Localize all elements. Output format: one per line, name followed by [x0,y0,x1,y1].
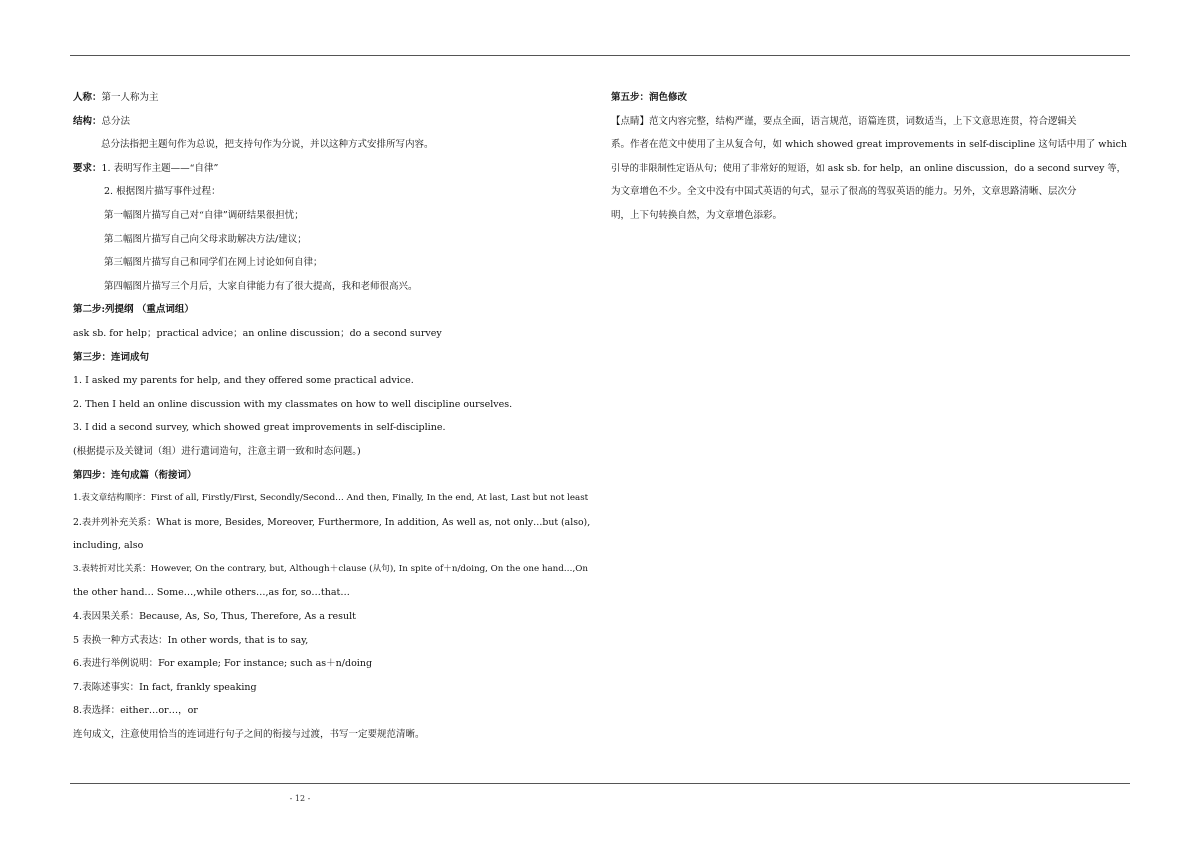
page-number: - 12 - [289,794,311,803]
connector-1: 1.表文章结构顺序：First of all, Firstly/First, Secondly/Second… And then, Finally, In the end, At last, Last but not least [73,493,589,504]
structure-desc: 总分法指把主题句作为总说，把支持句作为分说，并以这种方式安排所写内容。 [101,139,434,151]
step3-sentence-1: 1. I asked my parents for help, and they offered some practical advice. [73,375,414,387]
step2-heading: 第二步:列提纲 （重点词组） [73,304,194,316]
comment-line-5: 明，上下句转换自然，为文章增色添彩。 [611,209,783,221]
connector-3: 3.表转折对比关系：However, On the contrary, but, Although＋clause (从句), In spite of＋n/doing, On the one hand…,On [73,563,588,574]
connector-8: 8.表选择：either…or…，or [73,705,198,717]
connector-5: 5 表换一种方式表达：In other words, that is to say, [73,634,309,646]
step3-sentence-3: 3. I did a second survey, which showed great improvements in self-discipline. [73,422,446,434]
step4-note: 连句成文，注意使用恰当的连词进行句子之间的衔接与过渡，书写一定要规范清晰。 [73,729,425,741]
connector-2: 2.表并列补充关系：What is more, Besides, Moreover, Furthermore, In addition, As well as, not only…but (also), [73,516,591,528]
comment-line-2: 系。作者在范文中使用了主从复合句，如 which showed great improvements in self-discipline 这句话中用了 which [611,139,1128,151]
step5-heading: 第五步：润色修改 [611,92,688,103]
comment-line-4: 为文章增色不少。全文中没有中国式英语的句式，显示了很高的驾驭英语的能力。另外，文章思路清晰、层次分 [611,186,1077,198]
picture-4-desc: 第四幅图片描写三个月后，大家自律能力有了很大提高，我和老师很高兴。 [104,280,418,292]
person-line: 人称：第一人称为主 [73,92,159,103]
step4-heading: 第四步：连句成篇（衔接词） [73,469,197,481]
picture-2-desc: 第二幅图片描写自己向父母求助解决方法/建议； [104,233,307,245]
footer-rule [70,783,1130,784]
comment-line-3: 引导的非限制性定语从句；使用了非常好的短语，如 ask sb. for help，an online discussion，do a second survey 等， [611,162,1126,174]
connector-7: 7.表陈述事实：In fact, frankly speaking [73,681,257,693]
comment-line-1: 【点睛】范文内容完整，结构严谨，要点全面，语言规范，语篇连贯，词数适当，上下文意思连贯，符合逻辑关 [611,115,1077,127]
connector-3-cont: the other hand… Some…,while others…,as for, so…that… [73,587,350,599]
step3-note: (根据提示及关键词（组）进行遣词造句，注意主谓一致和时态问题。) [73,445,361,457]
connector-4: 4.表因果关系：Because, As, So, Thus, Therefore, As a result [73,611,356,623]
right-column [611,86,1131,228]
requirement-2: 2. 根据图片描写事件过程： [104,186,221,198]
step2-phrases: ask sb. for help；practical advice；an online discussion；do a second survey [73,327,442,339]
picture-1-desc: 第一幅图片描写自己对“自律”调研结果很担忧； [104,209,304,221]
header-rule [70,55,1130,56]
connector-2-cont: including, also [73,540,144,552]
step3-heading: 第三步：连词成句 [73,351,150,363]
step3-sentence-2: 2. Then I held an online discussion with my classmates on how to well discipline ourselves. [73,398,513,410]
picture-3-desc: 第三幅图片描写自己和同学们在网上讨论如何自律； [104,257,323,269]
connector-6: 6.表进行举例说明：For example; For instance; such as＋n/doing [73,658,373,670]
structure-line: 结构：总分法 [73,115,131,127]
requirement-line: 要求：1. 表明写作主题——“自律” [73,162,219,174]
left-column [73,86,598,747]
